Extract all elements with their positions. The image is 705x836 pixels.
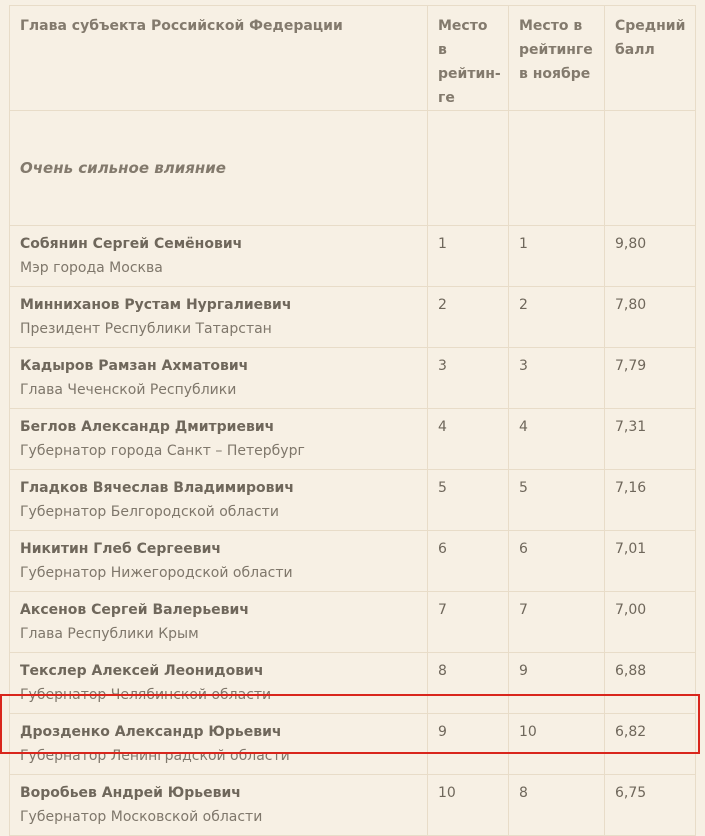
table-row bbox=[10, 470, 696, 531]
governor-cell bbox=[10, 226, 428, 287]
governor-post: Губернатор города Санкт – Петербург bbox=[20, 443, 305, 459]
place-cell: 4 bbox=[428, 409, 509, 470]
place-november-cell: 4 bbox=[509, 409, 605, 470]
place-november-cell: 6 bbox=[509, 531, 605, 592]
section-label: Очень сильное влияние bbox=[10, 111, 428, 226]
governor-name: Аксенов Сергей Валерьевич bbox=[20, 602, 249, 618]
governor-post: Губернатор Нижегородской области bbox=[20, 565, 293, 581]
place-november-cell: 9 bbox=[509, 653, 605, 714]
governor-post: Губернатор Ленинградской области bbox=[20, 748, 290, 764]
score-cell: 6,88 bbox=[605, 653, 696, 714]
table-row bbox=[10, 653, 696, 714]
place-november-cell: 3 bbox=[509, 348, 605, 409]
place-november-cell: 8 bbox=[509, 775, 605, 836]
place-cell: 7 bbox=[428, 592, 509, 653]
table-row bbox=[10, 714, 696, 775]
score-cell: 9,80 bbox=[605, 226, 696, 287]
governor-name: Гладков Вячеслав Владимирович bbox=[20, 480, 294, 496]
table-row bbox=[10, 775, 696, 836]
governor-cell bbox=[10, 531, 428, 592]
header-average-score: Средний балл bbox=[605, 6, 696, 111]
governor-name: Кадыров Рамзан Ахматович bbox=[20, 358, 249, 374]
governor-name: Собянин Сергей Семёнович bbox=[20, 236, 243, 252]
header-place-november: Место в рейтинге в ноябре bbox=[509, 6, 605, 111]
governor-cell bbox=[10, 653, 428, 714]
governor-post: Глава Республики Крым bbox=[20, 626, 199, 642]
place-november-cell: 7 bbox=[509, 592, 605, 653]
place-cell: 2 bbox=[428, 287, 509, 348]
place-cell: 1 bbox=[428, 226, 509, 287]
place-november-cell: 2 bbox=[509, 287, 605, 348]
governor-post: Глава Чеченской Республики bbox=[20, 382, 237, 398]
governor-name: Дрозденко Александр Юрьевич bbox=[20, 724, 282, 740]
governor-cell bbox=[10, 287, 428, 348]
governor-cell bbox=[10, 592, 428, 653]
section-row bbox=[10, 111, 696, 226]
table-row bbox=[10, 531, 696, 592]
place-november-cell: 10 bbox=[509, 714, 605, 775]
score-cell: 7,16 bbox=[605, 470, 696, 531]
score-cell: 7,00 bbox=[605, 592, 696, 653]
score-cell: 7,01 bbox=[605, 531, 696, 592]
header-place: Место в рейтин-ге bbox=[428, 6, 509, 111]
governor-name: Беглов Александр Дмитриевич bbox=[20, 419, 275, 435]
governor-cell bbox=[10, 409, 428, 470]
rating-table bbox=[9, 5, 696, 836]
place-cell: 9 bbox=[428, 714, 509, 775]
table-row bbox=[10, 226, 696, 287]
table-row bbox=[10, 287, 696, 348]
place-cell: 3 bbox=[428, 348, 509, 409]
place-cell: 6 bbox=[428, 531, 509, 592]
governor-post: Губернатор Белгородской области bbox=[20, 504, 279, 520]
score-cell: 7,31 bbox=[605, 409, 696, 470]
score-cell: 6,82 bbox=[605, 714, 696, 775]
governor-name: Никитин Глеб Сергеевич bbox=[20, 541, 222, 557]
header-governor: Глава субъекта Российской Федерации bbox=[10, 6, 428, 111]
governor-cell bbox=[10, 470, 428, 531]
table-row bbox=[10, 348, 696, 409]
governor-post: Губернатор Челябинской области bbox=[20, 687, 272, 703]
score-cell: 7,80 bbox=[605, 287, 696, 348]
governor-post: Губернатор Московской области bbox=[20, 809, 263, 825]
place-november-cell: 1 bbox=[509, 226, 605, 287]
score-cell: 6,75 bbox=[605, 775, 696, 836]
place-cell: 10 bbox=[428, 775, 509, 836]
table-row bbox=[10, 592, 696, 653]
place-november-cell: 5 bbox=[509, 470, 605, 531]
governor-post: Президент Республики Татарстан bbox=[20, 321, 272, 337]
governor-cell bbox=[10, 348, 428, 409]
table-row bbox=[10, 409, 696, 470]
governor-name: Текслер Алексей Леонидович bbox=[20, 663, 264, 679]
score-cell: 7,79 bbox=[605, 348, 696, 409]
place-cell: 8 bbox=[428, 653, 509, 714]
governor-name: Минниханов Рустам Нургалиевич bbox=[20, 297, 292, 313]
governor-name: Воробьев Андрей Юрьевич bbox=[20, 785, 241, 801]
place-cell: 5 bbox=[428, 470, 509, 531]
governor-cell bbox=[10, 714, 428, 775]
governor-post: Мэр города Москва bbox=[20, 260, 163, 276]
governor-cell bbox=[10, 775, 428, 836]
table-header-row bbox=[10, 6, 696, 111]
